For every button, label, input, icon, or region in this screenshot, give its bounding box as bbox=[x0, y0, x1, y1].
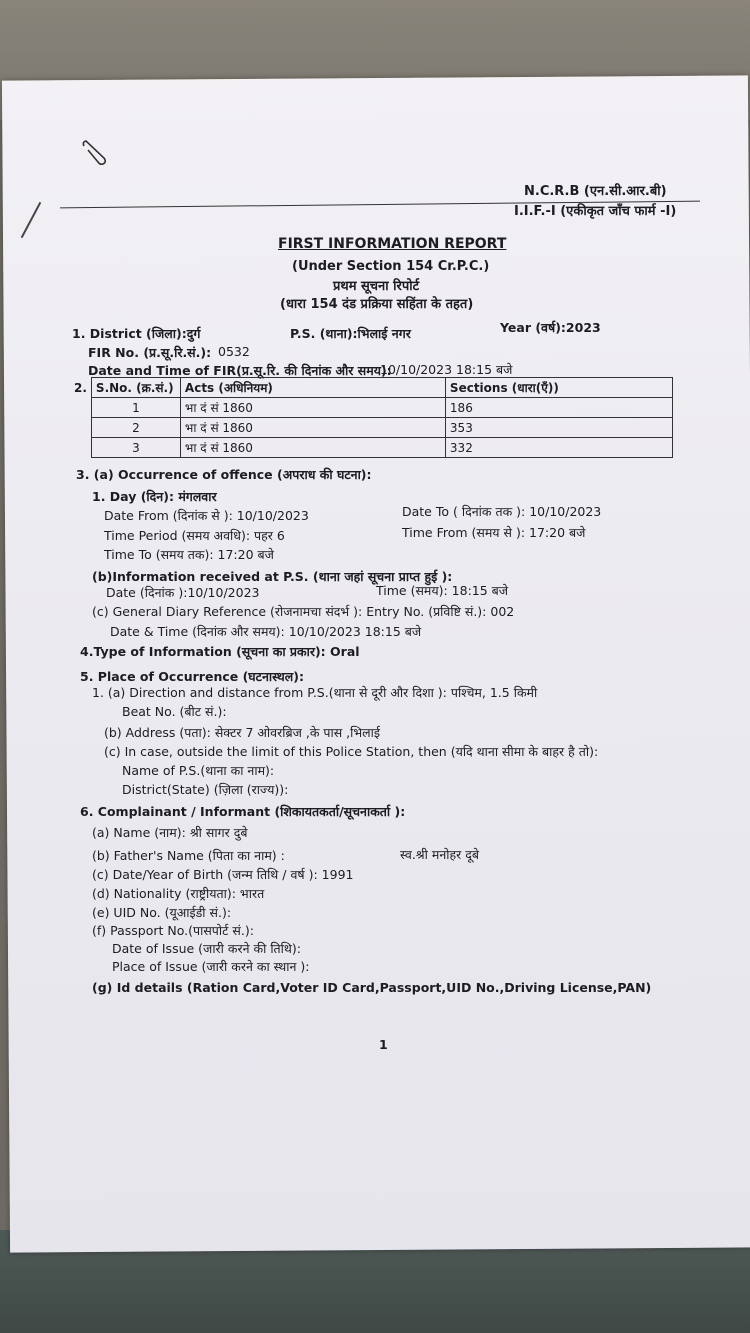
date-of-birth: (c) Date/Year of Birth (जन्म तिथि / वर्ष ): 1991 bbox=[92, 867, 354, 882]
row-act: भा दं सं 1860 bbox=[180, 418, 445, 438]
table-row bbox=[70, 398, 672, 418]
occurrence-address: (b) Address (पता): सेक्टर 7 ओवरब्रिज ,के पास ,भिलाई bbox=[104, 725, 381, 740]
information-type: 4.Type of Information (सूचना का प्रकार): Oral bbox=[80, 644, 360, 659]
id-details: (g) Id details (Ration Card,Voter ID Card,Passport,UID No.,Driving License,PAN) bbox=[92, 980, 652, 995]
info-received-heading: (b)Information received at P.S. (थाना जहां सूचना प्राप्त हुई ): bbox=[92, 569, 453, 584]
nationality: (d) Nationality (राष्ट्रीयता): भारत bbox=[92, 886, 265, 901]
occurrence-time-to: Time To (समय तक): 17:20 बजे bbox=[104, 547, 274, 562]
pen-mark bbox=[21, 202, 42, 238]
row-section: 332 bbox=[445, 438, 672, 458]
row-section: 186 bbox=[445, 398, 672, 418]
outside-ps-name: Name of P.S.(थाना का नाम): bbox=[122, 763, 275, 778]
occurrence-date-from: Date From (दिनांक से ): 10/10/2023 bbox=[104, 508, 309, 523]
report-title: FIRST INFORMATION REPORT bbox=[278, 236, 507, 252]
police-station-field: P.S. (थाना):भिलाई नगर bbox=[290, 326, 411, 341]
table-header-row bbox=[70, 378, 672, 398]
complainant-name: (a) Name (नाम): श्री सागर दुबे bbox=[92, 825, 248, 840]
report-subtitle-section: (Under Section 154 Cr.P.C.) bbox=[292, 259, 490, 274]
column-header-acts: Acts (अधिनियम) bbox=[180, 378, 445, 398]
paperclip-icon bbox=[80, 138, 110, 168]
row-section: 353 bbox=[445, 418, 672, 438]
page-number: 1 bbox=[379, 1037, 388, 1052]
acts-table-number: 2. bbox=[74, 380, 87, 395]
general-diary-reference: (c) General Diary Reference (रोजनामचा संदर्भ ): Entry No. (प्रविष्टि सं.): 002 bbox=[92, 604, 515, 619]
passport-number: (f) Passport No.(पासपोर्ट सं.): bbox=[92, 923, 254, 938]
direction-distance: 1. (a) Direction and distance from P.S.(थाना से दूरी और दिशा ): पश्चिम, 1.5 किमी bbox=[92, 685, 538, 700]
fir-number-label: FIR No. (प्र.सू.रि.सं.): bbox=[88, 345, 212, 360]
row-sno: 2 bbox=[91, 418, 180, 438]
outside-limit-note: (c) In case, outside the limit of this Police Station, then (यदि थाना सीमा के बाहर है तो): bbox=[104, 744, 599, 759]
row-sno: 3 bbox=[91, 438, 180, 458]
info-received-time: Time (समय): 18:15 बजे bbox=[376, 583, 509, 598]
table-row bbox=[70, 418, 672, 438]
table-row bbox=[70, 438, 672, 458]
father-name-label: (b) Father's Name (पिता का नाम) : bbox=[92, 848, 285, 863]
outside-district-state: District(State) (ज़िला (राज्य)): bbox=[122, 782, 289, 797]
row-act: भा दं सं 1860 bbox=[180, 438, 445, 458]
row-act: भा दं सं 1860 bbox=[180, 398, 445, 418]
fir-datetime-value: 10/10/2023 18:15 बजे bbox=[380, 362, 513, 377]
district-field: 1. District (जिला):दुर्ग bbox=[72, 326, 201, 341]
info-received-date: Date (दिनांक ):10/10/2023 bbox=[106, 585, 260, 600]
iif-label: I.I.F.-I (एकीकृत जाँच फार्म -I) bbox=[514, 204, 677, 219]
uid-number: (e) UID No. (यूआईडी सं.): bbox=[92, 905, 232, 920]
fir-datetime-label: Date and Time of FIR(प्र.सू.रि. की दिनांक और समय): bbox=[88, 363, 392, 378]
occurrence-time-period: Time Period (समय अवधि): पहर 6 bbox=[104, 528, 285, 543]
passport-date-of-issue: Date of Issue (जारी करने की तिथि): bbox=[112, 941, 301, 956]
place-of-occurrence-heading: 5. Place of Occurrence (घटनास्थल): bbox=[80, 669, 304, 684]
acts-table bbox=[70, 377, 673, 458]
report-subtitle-section-hindi: (धारा 154 दंड प्रक्रिया सहिंता के तहत) bbox=[280, 297, 474, 312]
passport-place-of-issue: Place of Issue (जारी करने का स्थान ): bbox=[112, 959, 310, 974]
complainant-heading: 6. Complainant / Informant (शिकायतकर्ता/सूचनाकर्ता ): bbox=[80, 804, 406, 819]
general-diary-datetime: Date & Time (दिनांक और समय): 10/10/2023 18:15 बजे bbox=[110, 624, 422, 639]
fir-number-value: 0532 bbox=[218, 344, 250, 359]
occurrence-day: 1. Day (दिन): मंगलवार bbox=[92, 489, 217, 504]
occurrence-date-to: Date To ( दिनांक तक ): 10/10/2023 bbox=[402, 504, 602, 519]
column-header-sno: S.No. (क्र.सं.) bbox=[91, 378, 180, 398]
occurrence-heading: 3. (a) Occurrence of offence (अपराध की घटना): bbox=[76, 467, 372, 482]
father-name-value: स्व.श्री मनोहर दूबे bbox=[400, 847, 479, 862]
year-field: Year (वर्ष):2023 bbox=[500, 320, 601, 335]
column-header-sections: Sections (धारा(एँ)) bbox=[445, 378, 672, 398]
beat-number: Beat No. (बीट सं.): bbox=[122, 704, 227, 719]
report-subtitle-hindi: प्रथम सूचना रिपोर्ट bbox=[333, 279, 420, 294]
occurrence-time-from: Time From (समय से ): 17:20 बजे bbox=[402, 525, 586, 540]
row-sno: 1 bbox=[91, 398, 180, 418]
ncrb-label: N.C.R.B (एन.सी.आर.बी) bbox=[524, 184, 667, 199]
